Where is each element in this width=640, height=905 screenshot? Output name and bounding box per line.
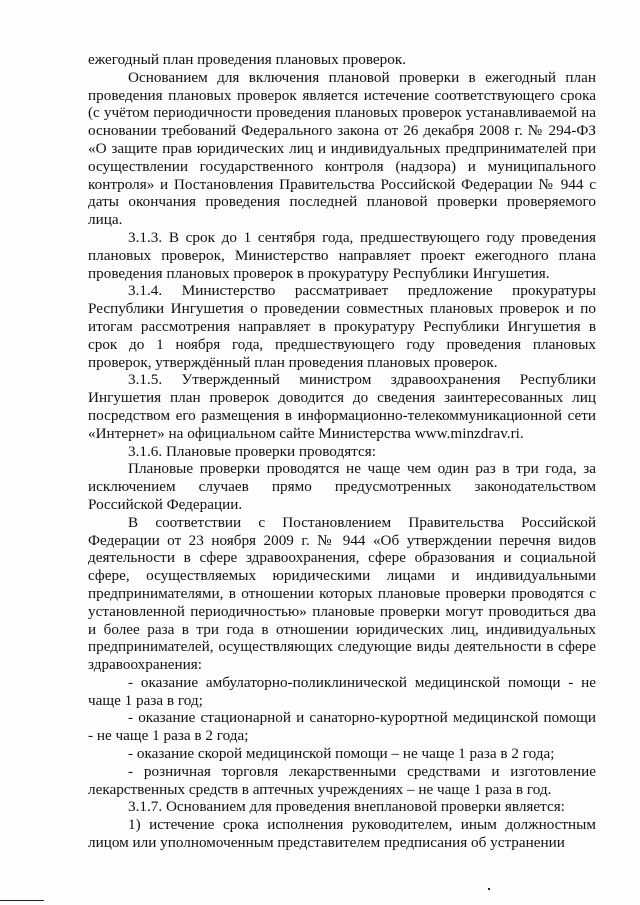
paragraph-3-1-4: 3.1.4. Министерство рассматривает предложение прокуратуры Республики Ингушетия о проведении совместных плановых проверок и по итогам рассмотрения направляет в прокуратуру Республики Ингушетия в срок до 1 ноября года, предшествующего году проведения плановых проверок, утверждённый план проведения плановых проверок.	[88, 282, 596, 371]
document-body	[88, 51, 596, 852]
list-item-inpatient: - оказание стационарной и санаторно-курортной медицинской помощи - не чаще 1 раза в 2 года;	[88, 709, 596, 745]
paragraph-basis-for-inclusion: Основанием для включения плановой проверки в ежегодный план проведения плановых проверок является истечение соответствующего срока (с учётом периодичности проведения плановых проверок устанавливаемой на основании требований Федерального закона от 26 декабря 2008 г. № 294-ФЗ «О защите прав юридических лиц и индивидуальных предпринимателей при осуществлении государственного контроля (надзора) и муниципального контроля» и Постановления Правительства Российской Федерации № 944 с даты окончания проведения последней плановой проверки проверяемого лица.	[88, 68, 596, 229]
paragraph-item-1: 1) истечение срока исполнения руководителем, иным должностным лицом или уполномоченным представителем предписания об устранении	[88, 816, 596, 852]
list-item-outpatient: - оказание амбулаторно-поликлинической медицинской помощи - не чаще 1 раза в год;	[88, 673, 596, 709]
list-item-emergency: - оказание скорой медицинской помощи – не чаще 1 раза в 2 года;	[128, 745, 555, 763]
scan-line-mark	[0, 900, 44, 901]
paragraph-resolution-944: В соответствии с Постановлением Правительства Российской Федерации от 23 ноября 2009 г. № 944 «Об утверждении перечня видов деятельности в сфере здравоохранения, сфере образования и социальной сфере, осуществляемых юридическими лицами и индивидуальными предпринимателями, в отношении которых плановые проверки проводятся с установленной периодичностью» плановые проверки могут проводиться два и более раза в три года в отношении юридических лиц, индивидуальных предпринимателей, осуществляющих следующие виды деятельности в сфере здравоохранения:	[88, 513, 596, 674]
scan-speck-mark	[488, 888, 490, 890]
paragraph-3-1-5: 3.1.5. Утвержденный министром здравоохранения Республики Ингушетия план проверок доводится до сведения заинтересованных лиц посредством его размещения в информационно-телекоммуникационной сети «Интернет» на официальном сайте Министерства www.minzdrav.ri.	[88, 371, 596, 442]
paragraph-continuation: ежегодный план проведения плановых проверок.	[88, 51, 407, 68]
paragraph-frequency: Плановые проверки проводятся не чаще чем один раз в три года, за исключением случаев прямо предусмотренных законодательством Российской Федерации.	[88, 460, 596, 513]
paragraph-3-1-7: 3.1.7. Основанием для проведения внеплановой проверки является:	[128, 798, 565, 816]
paragraph-3-1-6: 3.1.6. Плановые проверки проводятся:	[128, 442, 376, 460]
paragraph-3-1-3: 3.1.3. В срок до 1 сентября года, предшествующего году проведения плановых проверок, Министерство направляет проект ежегодного плана проведения плановых проверок в прокуратуру Республики Ингушетия.	[88, 228, 596, 282]
list-item-pharmacy: - розничная торговля лекарственными средствами и изготовление лекарственных средств в аптечных учреждениях – не чаще 1 раза в год.	[88, 762, 596, 798]
